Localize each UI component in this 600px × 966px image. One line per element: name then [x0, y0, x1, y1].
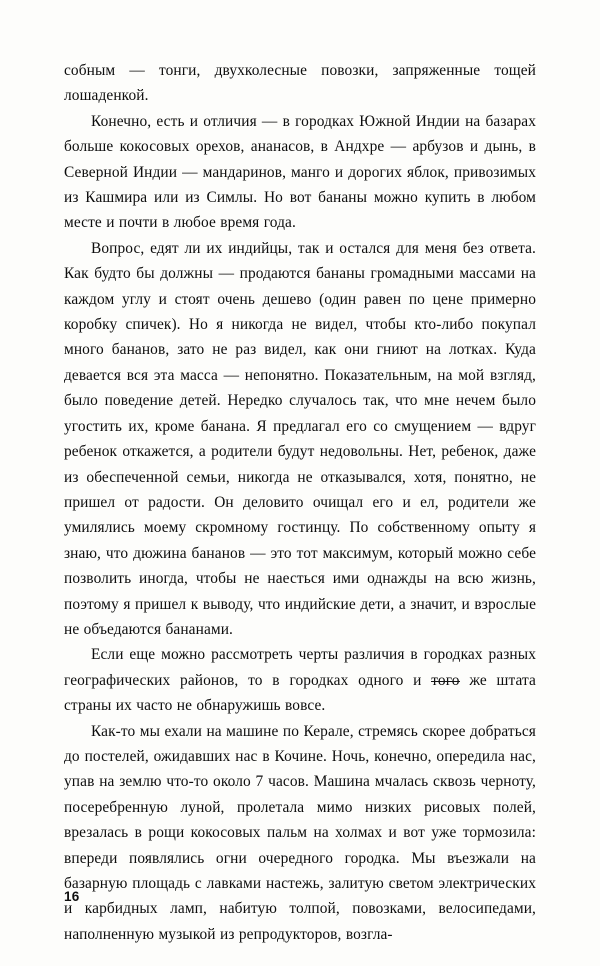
- paragraph-text-after: же штата страны их часто не обнаружишь вовсе.: [64, 671, 536, 715]
- paragraph: Как-то мы ехали на машине по Керале, стремясь скорее добраться до постелей, ожидавших нас в Кочине. Ночь, конечно, опередила нас, упав на землю что-то около 7 часов. Машина мчалась сквозь черноту, посеребренную луной, пролетала мимо низких рисовых полей, врезалась в рощи кокосовых пальм на холмах и вот уже тормозила: впереди появлялись огни очередного городка. Мы въезжали на базарную площадь с лавками настежь, залитую светом электрических и карбидных ламп, набитую толпой, повозками, велосипедами, наполненную музыкой из репродукторов, возгла-: [64, 722, 536, 943]
- paragraph: Вопрос, едят ли их индийцы, так и остался для меня без ответа. Как будто бы должны — продаются бананы громадными массами на каждом углу и стоят очень дешево (один равен по цене примерно коробку спичек). Но я никогда не видел, чтобы кто-либо покупал много бананов, зато не раз видел, как они гниют на лотках. Куда девается вся эта масса — непонятно. Показательным, на мой взгляд, было поведение детей. Нередко случалось так, что мне нечем было угостить их, кроме банана. Я предлагал его со смущением — вдруг ребенок откажется, а родители будут недовольны. Нет, ребенок, даже из обеспеченной семьи, никогда не отказывался, хотя, понятно, не пришел от радости. Он деловито очищал его и ел, родители же умилялись моему скромному гостинцу. По собственному опыту я знаю, что дюжина бананов — это тот максимум, который можно себе позволить иногда, чтобы не наесться ими однажды на всю жизнь, поэтому я пришел к выводу, что индийские дети, а значит, и взрослые не объедаются бананами.: [64, 239, 536, 638]
- paragraph: Конечно, есть и отличия — в городках Южной Индии на базарах больше кокосовых орехов, ананасов, в Андхре — арбузов и дынь, в Северной Индии — мандаринов, манго и дорогих яблок, привозимых из Кашмира или из Симлы. Но вот бананы можно купить в любом месте и почти в любое время года.: [64, 112, 536, 232]
- page-number: 16: [64, 889, 80, 904]
- paragraph-text-before: Если еще можно рассмотреть черты различия в городках разных географических районов, то в городках одного и: [64, 646, 536, 689]
- paragraph: собным — тонги, двухколесные повозки, запряженные тощей лошаденкой.: [64, 62, 536, 105]
- struck-word: того: [431, 671, 460, 689]
- body-text: [64, 58, 536, 947]
- paragraph-with-strikethrough: [64, 642, 536, 718]
